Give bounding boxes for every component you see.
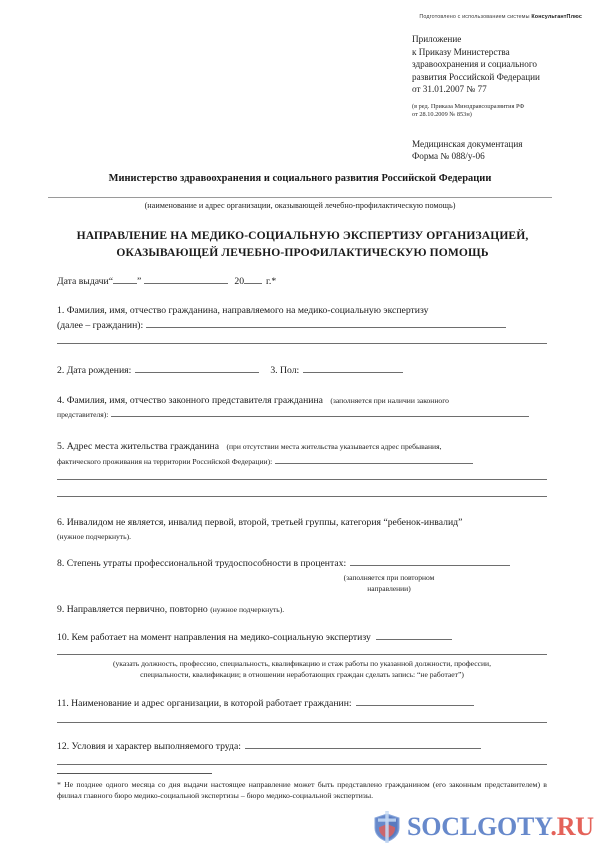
item-1-input-line-2[interactable] bbox=[57, 343, 547, 344]
item-10-label: 10. Кем работает на момент направления на медико-социальную экспертизу bbox=[57, 631, 371, 643]
reference-amendment bbox=[412, 103, 597, 120]
item-10-hint bbox=[57, 659, 547, 680]
issue-date-year-field[interactable] bbox=[244, 274, 262, 284]
issue-date-day-field[interactable] bbox=[113, 274, 137, 284]
reference-line-1: Приложение bbox=[412, 34, 462, 44]
organization-name-rule bbox=[48, 197, 552, 198]
issue-date-year-prefix: 20 bbox=[234, 276, 245, 287]
item-9-hint: (нужное подчеркнуть). bbox=[210, 605, 285, 615]
item-10-label-row bbox=[57, 630, 547, 644]
item-11-label: 11. Наименование и адрес организации, в которой работает гражданин: bbox=[57, 698, 352, 710]
issue-date-month-field[interactable] bbox=[144, 274, 228, 284]
item-6 bbox=[57, 516, 547, 543]
item-4-label-line-2: представителя): bbox=[57, 410, 109, 420]
item-4-input-line-1[interactable] bbox=[111, 407, 529, 417]
item-2-label: 2. Дата рождения: bbox=[57, 365, 132, 377]
item-4-label-line-1-row bbox=[57, 394, 547, 407]
item-10-hint-line-2: специальности, квалификации; в отношении неработающих граждан сделать запись: “не работает”) bbox=[140, 669, 464, 679]
soclgoty-logo[interactable] bbox=[372, 811, 594, 843]
item-4-label-line-1: 4. Фамилия, имя, отчество законного представителя гражданина bbox=[57, 394, 323, 406]
item-5-input-line-3[interactable] bbox=[57, 496, 547, 497]
item-8-hint-line-1: (заполняется при повторном bbox=[343, 573, 435, 583]
item-5-input-line-2[interactable] bbox=[57, 479, 547, 480]
item-12-input-line-2[interactable] bbox=[57, 764, 547, 765]
item-10-input-line-1[interactable] bbox=[376, 630, 452, 640]
consultant-brand: КонсультантПлюс bbox=[531, 14, 582, 20]
item-5-hint: (при отсутствии места жительства указывается адрес пребывания, bbox=[226, 442, 442, 452]
item-8-percent-field[interactable] bbox=[350, 556, 510, 566]
issue-date-row bbox=[57, 274, 547, 288]
item-9-label: 9. Направляется первично, повторно bbox=[57, 604, 208, 616]
item-4-hint: (заполняется при наличии законного bbox=[330, 395, 449, 405]
item-1 bbox=[57, 304, 547, 344]
item-11 bbox=[57, 696, 547, 722]
consultant-plus-notice bbox=[419, 14, 582, 20]
reference-line-4: развития Российской Федерации bbox=[412, 71, 540, 82]
item-5-input-line-1[interactable] bbox=[275, 454, 473, 464]
reference-amendment-line-2: от 28.10.2009 № 853н) bbox=[412, 111, 472, 119]
item-11-label-row bbox=[57, 696, 547, 710]
reference-block bbox=[412, 33, 597, 163]
item-3-sex-field[interactable] bbox=[303, 363, 403, 373]
item-2-3-row bbox=[57, 363, 547, 377]
item-4-label-line-2-row bbox=[57, 407, 547, 421]
consultant-notice-text: Подготовлено с использованием системы bbox=[419, 14, 532, 20]
item-11-input-line-1[interactable] bbox=[356, 696, 474, 706]
item-5-label-line-2-row bbox=[57, 454, 547, 468]
footnote-text: * Не позднее одного месяца со дня выдачи настоящее направление может быть представлено гражданином (его законным представителем) в филиал главного бюро медико-социальной экспертизы – бюро медико-социальной экспертизы. bbox=[57, 780, 547, 801]
item-9 bbox=[57, 603, 547, 616]
document-kind: Медицинская документация bbox=[412, 138, 523, 149]
form-body bbox=[57, 274, 547, 765]
document-form-number: Форма № 088/у-06 bbox=[412, 151, 485, 162]
issue-date-year-suffix: г.* bbox=[266, 276, 277, 287]
document-kind-block bbox=[412, 138, 597, 163]
logo-name-primary: SOCLGOTY bbox=[407, 812, 551, 841]
item-10 bbox=[57, 630, 547, 681]
item-12-input-line-1[interactable] bbox=[245, 739, 481, 749]
item-4 bbox=[57, 394, 547, 422]
item-5-label-line-1: 5. Адрес места жительства гражданина bbox=[57, 441, 220, 453]
page-title-line-2: ОКАЗЫВАЮЩЕЙ ЛЕЧЕБНО-ПРОФИЛАКТИЧЕСКУЮ ПОМОЩЬ bbox=[116, 245, 489, 259]
item-6-label-line-1: 6. Инвалидом не является, инвалид первой, второй, третьей группы, категория “ребенок-инвалид” bbox=[57, 517, 463, 529]
page-title bbox=[40, 228, 565, 261]
item-6-hint: (нужное подчеркнуть). bbox=[57, 531, 132, 541]
page-title-line-1: НАПРАВЛЕНИЕ НА МЕДИКО-СОЦИАЛЬНУЮ ЭКСПЕРТИЗУ ОРГАНИЗАЦИЕЙ, bbox=[76, 229, 529, 242]
shield-cross-icon bbox=[372, 811, 402, 843]
reference-line-5: от 31.01.2007 № 77 bbox=[412, 84, 487, 95]
item-8 bbox=[57, 556, 547, 594]
item-2-birthdate-field[interactable] bbox=[135, 363, 259, 373]
organization-caption: (наименование и адрес организации, оказывающей лечебно-профилактическую помощь) bbox=[144, 201, 456, 210]
logo-name-tld: .RU bbox=[550, 812, 594, 841]
item-1-label-line-2: (далее – гражданин): bbox=[57, 319, 144, 331]
item-5-label-line-2: фактического проживания на территории Российской Федерации): bbox=[57, 456, 273, 466]
issue-date-quote-close: ” bbox=[137, 276, 142, 287]
issue-date-label: Дата выдачи bbox=[57, 276, 109, 287]
item-1-input-line-1[interactable] bbox=[146, 318, 506, 328]
item-1-label-line-1: 1. Фамилия, имя, отчество гражданина, направляемого на медико-социальную экспертизу bbox=[57, 305, 429, 317]
item-3-label: 3. Пол: bbox=[270, 365, 300, 377]
item-12 bbox=[57, 739, 547, 765]
item-8-hint-line-2: направлении) bbox=[367, 583, 411, 593]
ministry-heading: Министерство здравоохранения и социального развития Российской Федерации bbox=[108, 173, 492, 184]
item-10-hint-line-1: (указать должность, профессию, специальность, квалификацию и стаж работы по указанной должности, профессии, bbox=[112, 659, 491, 669]
item-8-label: 8. Степень утраты профессиональной трудоспособности в процентах: bbox=[57, 558, 347, 570]
item-12-label-row bbox=[57, 739, 547, 753]
reference-amendment-line-1: (в ред. Приказа Минздравсоцразвития РФ bbox=[412, 102, 525, 110]
footnote-separator bbox=[57, 773, 212, 774]
item-8-label-row bbox=[57, 556, 547, 570]
item-5-label-line-1-row bbox=[57, 440, 547, 453]
item-11-input-line-2[interactable] bbox=[57, 722, 547, 723]
issue-date-quote-open: “ bbox=[108, 276, 114, 287]
reference-line-2: к Приказу Министерства bbox=[412, 46, 510, 57]
item-10-input-line-2[interactable] bbox=[57, 654, 547, 655]
reference-line-3: здравоохранения и социального bbox=[412, 59, 537, 70]
logo-wordmark bbox=[407, 814, 594, 840]
item-8-hint bbox=[289, 573, 489, 594]
item-12-label: 12. Условия и характер выполняемого труда: bbox=[57, 740, 241, 752]
item-5 bbox=[57, 440, 547, 497]
item-1-label-line-2-row bbox=[57, 318, 547, 332]
